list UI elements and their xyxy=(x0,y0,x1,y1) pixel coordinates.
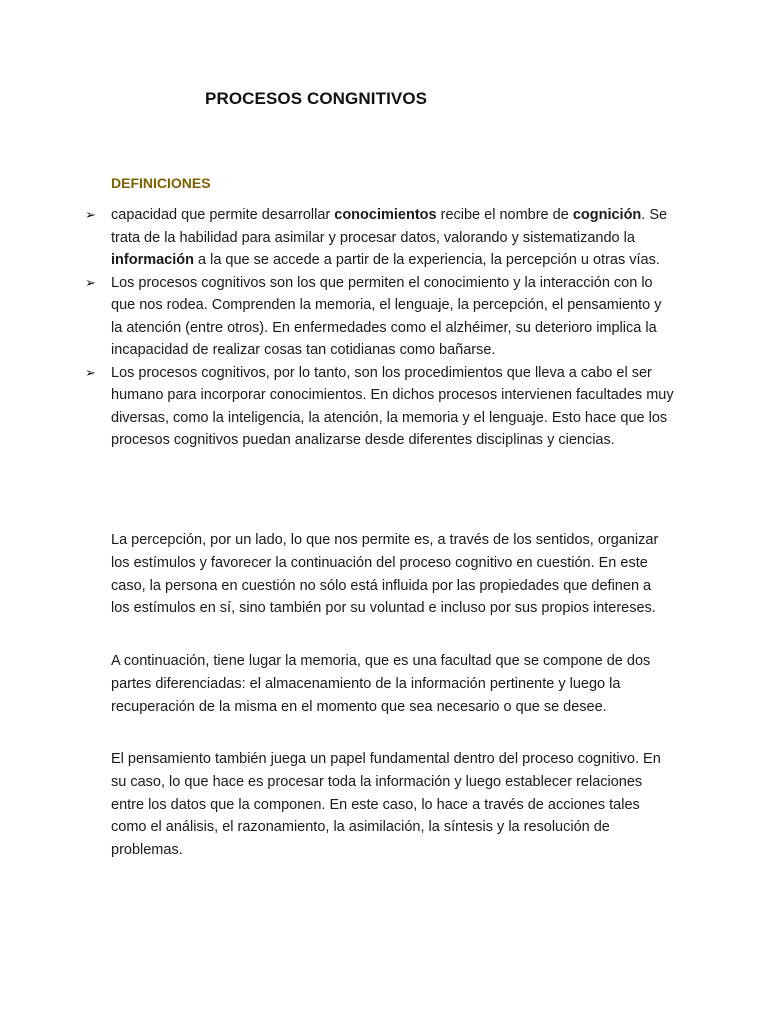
bold-term: información xyxy=(111,252,194,268)
definition-text: Los procesos cognitivos, por lo tanto, son los procedimientos que lleva a cabo el ser humano para incorporar conocimientos. En dichos procesos intervienen facultades muy diversas, como la inteligencia, la atención, la memoria y el lenguaje. Esto hace que los procesos cognitivos puedan analizarse desde diferentes disciplinas y ciencias. xyxy=(111,364,674,448)
bold-term: cognición xyxy=(572,207,642,223)
body-paragraph: A continuación, tiene lugar la memoria, que es una facultad que se compone de dos partes diferenciadas: el almacenamiento de la información pertinente y luego la recuperación de la misma en el momento que sea necesario o que se desee. xyxy=(111,653,651,715)
text-segment: recibe el nombre de xyxy=(436,207,573,223)
text-segment: capacidad que permite desarrollar xyxy=(111,207,335,223)
arrowhead-bullet-icon: ➢ xyxy=(85,207,96,222)
page-title: PROCESOS CONGNITIVOS xyxy=(205,89,428,108)
body-paragraph: El pensamiento también juega un papel fundamental dentro del proceso cognitivo. En su caso, lo que hace es procesar toda la información y luego establecer relaciones entre los datos que la componen. En este caso, lo hace a través de acciones tales como el análisis, el razonamiento, la asimilación, la síntesis y la resolución de problemas. xyxy=(111,751,661,859)
definition-text: Los procesos cognitivos son los que permiten el conocimiento y la interacción con lo que nos rodea. Comprenden la memoria, el lenguaje, la percepción, el pensamiento y la atención (entre otros). En enfermedades como el alzhéimer, su deterioro implica la incapacidad de realizar cosas tan cotidianas como bañarse. xyxy=(111,274,662,358)
arrowhead-bullet-icon: ➢ xyxy=(85,274,96,290)
definition-item xyxy=(85,272,675,362)
body-paragraph: La percepción, por un lado, lo que nos permite es, a través de los sentidos, organizar los estímulos y favorecer la continuación del proceso cognitivo en cuestión. En este caso, la persona en cuestión no sólo está influida por las propiedades que definen a los estímulos en sí, sino también por su voluntad e incluso por sus propios intereses. xyxy=(111,532,659,617)
arrowhead-bullet-icon: ➢ xyxy=(85,364,96,380)
text-segment: a la que se accede a partir de la experiencia, la percepción u otras vías. xyxy=(193,252,660,268)
section-heading: DEFINICIONES xyxy=(111,175,211,191)
definition-item xyxy=(85,204,675,272)
bold-term: conocimientos xyxy=(334,207,437,223)
definition-text xyxy=(111,207,667,268)
definitions-list xyxy=(85,204,675,452)
definition-item xyxy=(85,362,675,452)
text-segment: . Se trata de la habilidad para asimilar y procesar datos, valorando y sistematizando la xyxy=(111,207,668,246)
